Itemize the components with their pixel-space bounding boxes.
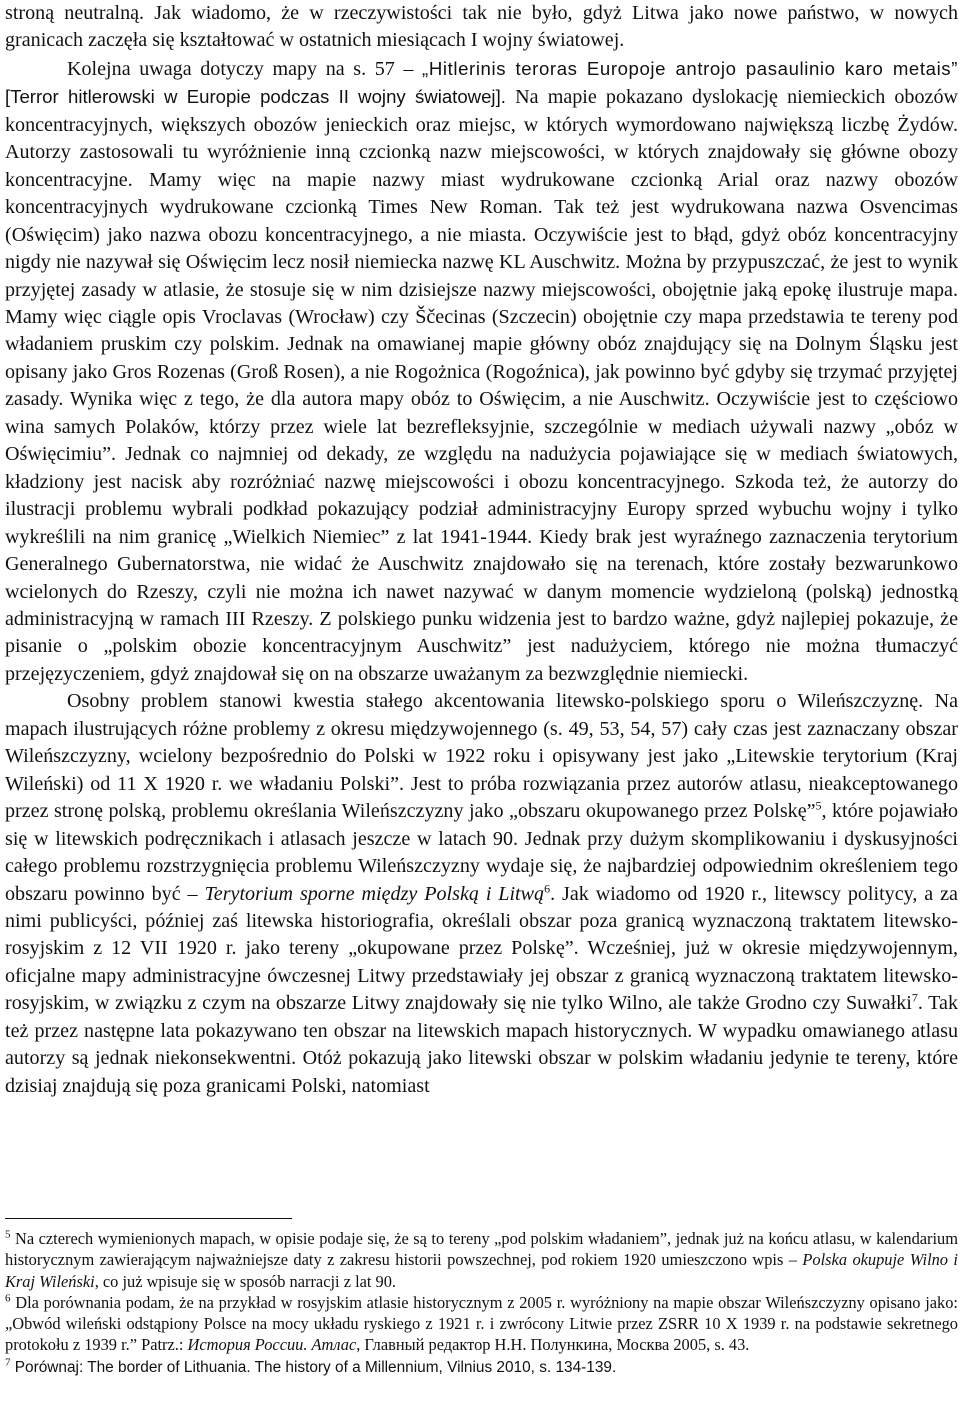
disputed-territory-phrase: Terytorium sporne między Polską i Litwą	[204, 882, 545, 905]
document-page	[5, 0, 958, 1100]
paragraph-map-auschwitz	[5, 55, 958, 688]
paragraph-2-text-a: Kolejna uwaga dotyczy mapy na s. 57 –	[67, 57, 423, 80]
paragraph-3-text-d: . Tak też przez następne lata pokazywano ten obszar na litewskich mapach historycznych. W wypadku omawianego atlasu autorzy są jednak niekonsekwentni. Otóż pokazują jako litewski obszar w polskim władaniu jedynie te tereny, które dzisiaj znajdują się poza granicami Polski, natomiast	[5, 992, 958, 1097]
footnote-7	[5, 1356, 958, 1378]
footnote-6	[5, 1292, 958, 1356]
paragraph-2-text-b: Na mapie pokazano dyslokację niemieckich obozów koncentracyjnych, większych obozów jenieckich oraz miejsc, w których wymordowano największą liczbę Żydów.	[5, 86, 959, 136]
paragraph-vilnius-region	[5, 688, 958, 1100]
footnote-5-italic: Polska okupuje Wilno i Kraj Wileński	[5, 1250, 958, 1291]
map-title-polish: [Terror hitlerowski w Europie podczas II wojny światowej].	[5, 86, 516, 108]
paragraph-continuation	[5, 0, 958, 55]
paragraph-3-text-c: . Jak wiadomo od 1920 r., litewscy politycy, a za nimi publicyści, później zaś litewska historiografia, określali obszar poza granicą wyznaczoną traktatem litewsko-rosyjskim z 12 VII 1920 r. jako tereny „okupowane przez Polskę”. Wcześniej, już w okresie międzywojennym, oficjalne mapy administracyjne ówczesnej Litwy przedstawiały jej obszar z granicą wyznaczoną traktatem litewsko-rosyjskim, w związku z czym na obszarze Litwy znajdowały się nie tylko Wilno, ale także Grodno czy Suwałki	[5, 882, 958, 1015]
footnote-ref-6[interactable]: 6	[544, 880, 551, 895]
footnotes-section	[5, 1228, 958, 1378]
paragraph-3-text-a: Osobny problem stanowi kwestia stałego akcentowania litewsko-polskiego sporu o Wileńszczyznę. Na mapach ilustrujących różne problemy z okresu międzywojennego (s. 49, 53, 54, 57) cały czas jest zaznaczany obszar Wileńszczyzny, wcielony bezpośrednio do Polski w 1922 roku i opisywany jest jako „Litewskie terytorium (Kraj Wileński) od 11 X 1920 r. we władaniu Polski”. Jest to próba rozwiązania przez autorów atlasu, nieakceptowanego przez stronę polską, problemu określania Wileńszczyzny jako „obszaru okupowanego przez Polskę”	[5, 690, 958, 823]
footnote-7-mark: 7	[5, 1356, 11, 1369]
footnote-6-italic: История России. Атлас	[187, 1335, 357, 1355]
map-title-lithuanian: „Hitlerinis teroras Europoje antrojo pasaulinio karo metais”	[422, 57, 958, 79]
footnote-7-text: Porównaj: The border of Lithuania. The history of a Millennium, Vilnius 2010, s. 134-139.	[10, 1358, 617, 1376]
footnote-5-text-a: Na czterech wymienionych mapach, w opisie podaje się, że są to tereny „pod polskim władaniem”, jednak już na końcu atlasu, w kalendarium historycznym zawierającym najważniejsze daty z zakresu historii powszechnej, pod rokiem 1920 umieszczono wpis –	[5, 1229, 958, 1270]
footnote-6-text-b: , Главный редактор Н.Н. Полункина, Москва 2005, s. 43.	[356, 1335, 750, 1355]
footnote-5	[5, 1228, 958, 1292]
paragraph-1-text: stroną neutralną. Jak wiadomo, że w rzeczywistości tak nie było, gdyż Litwa jako nowe państwo, w nowych granicach zaczęła się kształtować w ostatnich miesiącach I wojny światowej.	[5, 2, 958, 52]
footnote-6-mark: 6	[5, 1292, 11, 1305]
footnote-6-text-a: Dla porównania podam, że na przykład w rosyjskim atlasie historycznym z 2005 r. wyróżniony na mapie obszar Wileńszczyzny opisano jako: „Obwód wileński odstąpiony Polsce na mocy układu ryskiego z 1921 r. i zwrócony Litwie przez ZSRR 10 X 1939 r. na podstawie sekretnego protokołu z 1939 r.” Patrz.:	[5, 1292, 958, 1355]
paragraph-3-text-b: , które pojawiało się w litewskich podręcznikach i atlasach jeszcze w latach 90. Jednak przy dużym skomplikowaniu i dyskusyjności całego problemu rozstrzygnięcia problemu Wileńszczyzny wydaje się, że najbardziej odpowiednim określeniem tego obszaru powinno być –	[5, 800, 958, 905]
footnote-5-text-b: , co już wpisuje się w sposób narracji z lat 90.	[94, 1271, 397, 1291]
footnote-divider	[5, 1218, 292, 1219]
footnote-ref-5[interactable]: 5	[815, 798, 822, 813]
paragraph-2-text-d: Mamy więc na mapie nazwy miast wydrukowane czcionką Arial oraz nazwy obozów koncentracyjnych wydrukowane czcionką Times New Roman. Tak też jest wydrukowana nazwa Osvencimas (Oświęcim) jako nazwa obozu koncentracyjnego, a nie miasta. Oczywiście jest to błąd, gdyż obóz koncentracyjny nigdy nie nazywał się Oświęcim lecz nosił niemiecka nazwę KL Auschwitz. Można by przypuszczać, że jest to wynik przyjętej zasady w atlasie, że stosuje się w nim dzisiejsze nazwy miejscowości, obojętnie jaką epokę ilustruje mapa. Mamy więc ciągle opis Vroclavas (Wrocław) czy Ščecinas (Szczecin) obojętnie czy mapa przedstawia te tereny pod władaniem pruskim czy polskim. Jednak na omawianej mapie główny obóz znajdujący się na Dolnym Śląsku jest opisany jako Gros Rozenas (Groß Rosen), a nie Rogożnica (Rogoźnica), jak powinno być gdyby się trzymać przyjętej zasady. Wynika więc z tego, że dla autora mapy obóz to Oświęcim, a nie Auschwitz. Oczywiście jest to częściowo wina samych Polaków, którzy przez wiele lat bezrefleksyjnie, szczególnie w mediach używali nazwy „obóz w Oświęcimiu”. Jednak co najmniej od dekady, ze względu na nadużycia pojawiające się w mediach światowych, kładziony jest nacisk aby rozróżniać nazwę miejscowości i obozu koncentracyjnego. Szkoda też, że autorzy do ilustracji problemu wybrali podkład pokazujący podział administracyjny Europy sprzed wybuchu wojny i tylko wykreślili na nim granicę „Wielkich Niemiec” z lat 1941-1944. Kiedy brak jest wyraźnego zaznaczenia terytorium Generalnego Gubernatorstwa, nie widać że Auschwitz znajdowało się na terenach, które zostały bezwarunkowo wcielonych do Rzeszy, czyli nie można ich nawet nazywać w danym momencie wydzieloną (polską) jednostką administracyjną w ramach III Rzeszy. Z polskiego punku widzenia jest to bardzo ważne, gdyż najlepiej pokazuje, że pisanie o „polskim obozie koncentracyjnym Auschwitz” jest nadużyciem, którego nie można tłumaczyć przejęzyczeniem, gdyż znajdował się on na obszarze uważanym za bezwzględnie niemiecki.	[5, 168, 959, 685]
main-text	[5, 0, 958, 1100]
footnote-5-mark: 5	[5, 1228, 11, 1241]
paragraph-2-text-c: Autorzy zastosowali tu wyróżnienie inną czcionką nazw miejscowości, w których znajdowały się główne obozy koncentracyjne.	[5, 141, 958, 191]
footnote-ref-7[interactable]: 7	[911, 990, 918, 1005]
